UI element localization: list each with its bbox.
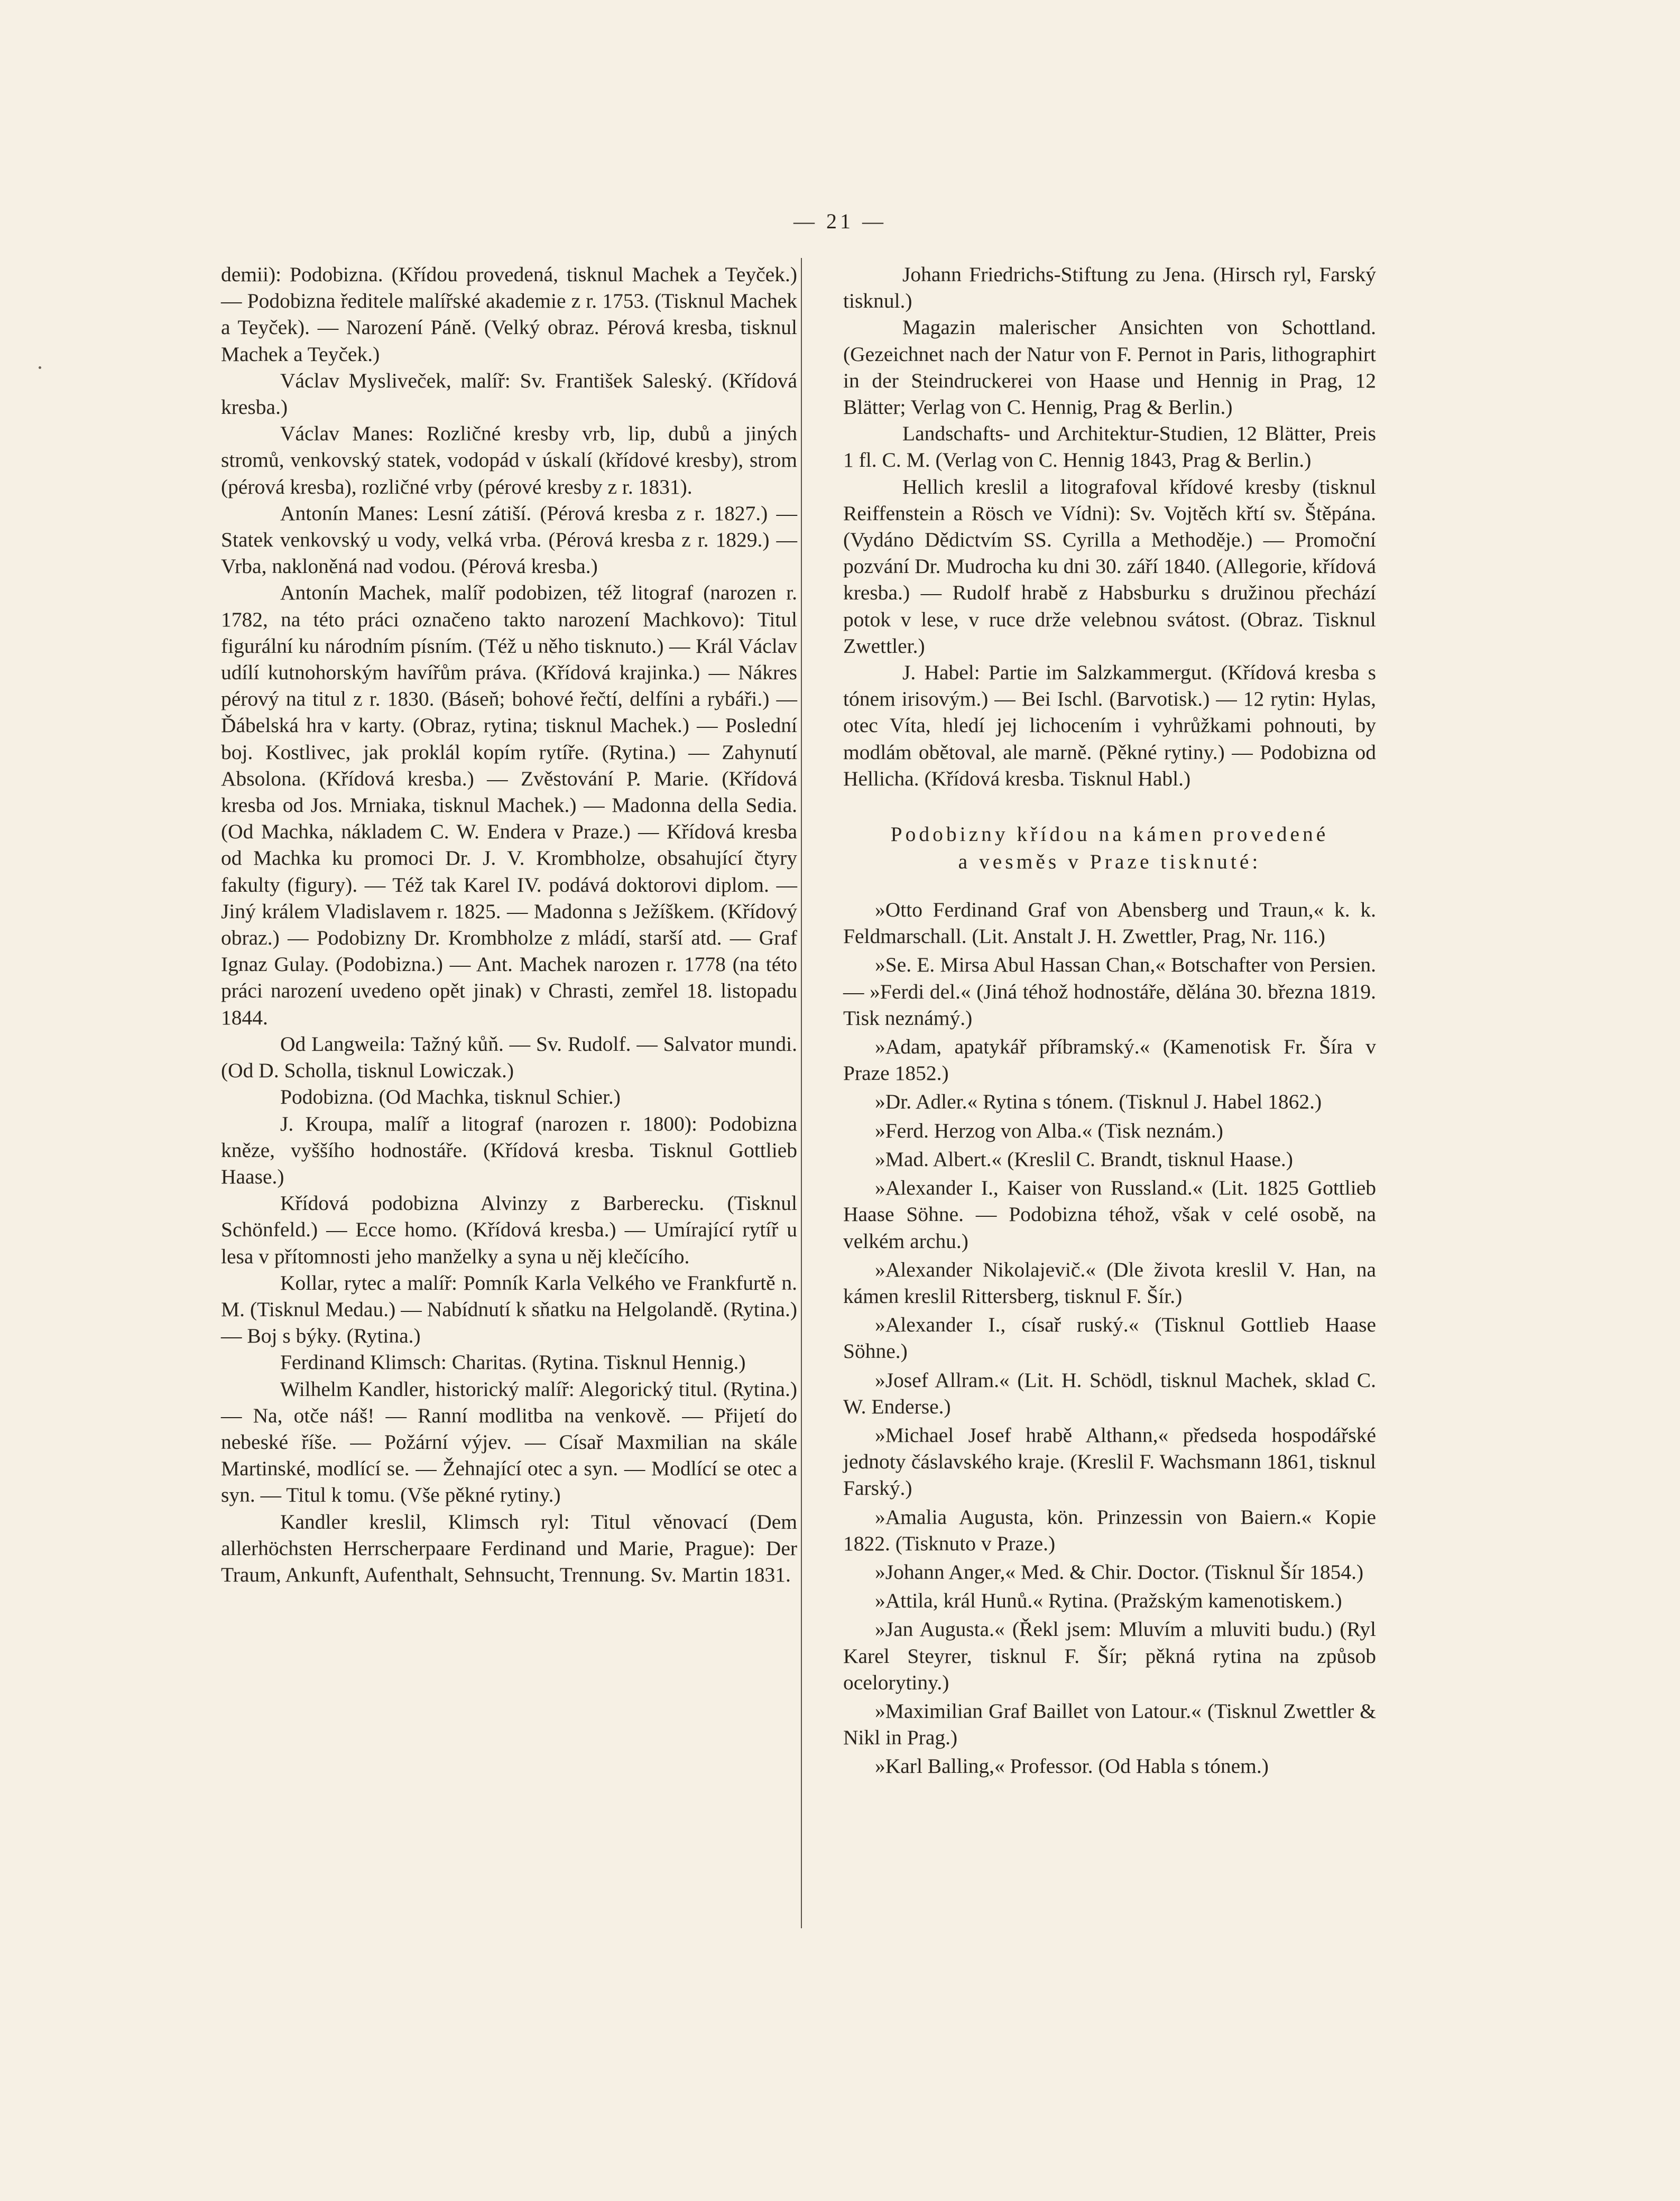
column-divider bbox=[801, 258, 802, 1928]
portrait-entry: »Alexander Nikolajevič.« (Dle života kreslil V. Han, na kámen kreslil Rittersberg, tisknul F. Šír.) bbox=[843, 1257, 1376, 1308]
portrait-entry: »Jan Augusta.« (Řekl jsem: Mluvím a mluviti budu.) (Ryl Karel Steyrer, tisknul F. Šír; pěkná rytina na způsob ocelorytiny.) bbox=[843, 1617, 1376, 1694]
margin-speck bbox=[39, 366, 41, 369]
section-heading-line: a vesměs v Praze tisknuté: bbox=[958, 850, 1261, 874]
portrait-entry: »Maximilian Graf Baillet von Latour.« (Tisknul Zwettler & Nikl in Prag.) bbox=[843, 1699, 1376, 1750]
paragraph: Hellich kreslil a litografoval křídové kresby (tisknul Reiffenstein a Rösch ve Vídni): Sv. Vojtěch křtí sv. Štěpána. (Vydáno Dědictvím SS. Cyrilla a Methoděje.) — Promoční pozvání Dr. Mudrocha ku dni 30. září 1840. (Allegorie, křídová kresba.) — Rudolf hrabě z Habsburku s družinou přechází potok v lese, v ruce drže velebnou svátost. (Obraz. Tisknul Zwettler.) bbox=[843, 475, 1376, 658]
portrait-entry: »Alexander I., císař ruský.« (Tisknul Gottlieb Haase Söhne.) bbox=[843, 1313, 1376, 1363]
portrait-entry: »Attila, král Hunů.« Rytina. (Pražským kamenotiskem.) bbox=[875, 1589, 1342, 1613]
section-heading-line: Podobizny křídou na kámen provedené bbox=[890, 822, 1329, 846]
portrait-entry: »Johann Anger,« Med. & Chir. Doctor. (Tisknul Šír 1854.) bbox=[875, 1560, 1364, 1584]
portrait-entry: »Josef Allram.« (Lit. H. Schödl, tisknul Machek, sklad C. W. Enderse.) bbox=[843, 1368, 1376, 1418]
paragraph: Landschafts- und Architektur-Studien, 12 Blätter, Preis 1 fl. C. M. (Verlag von C. Hennig 1843, Prag & Berlin.) bbox=[843, 422, 1376, 472]
paragraph: Wilhelm Kandler, historický malíř: Alegorický titul. (Rytina.) — Na, otče náš! — Ranní modlitba na venkově. — Přijetí do nebeské říše. — Požární výjev. — Císař Maxmilian na skále Martinské, modlící se. — Žehnající otec a syn. — Modlící se otec a syn. — Titul k tomu. (Vše pěkné rytiny.) bbox=[221, 1377, 797, 1507]
portrait-entry: »Adam, apatykář příbramský.« (Kamenotisk Fr. Šíra v Praze 1852.) bbox=[843, 1035, 1376, 1085]
portrait-entry: »Dr. Adler.« Rytina s tónem. (Tisknul J. Habel 1862.) bbox=[875, 1090, 1322, 1114]
paragraph: Kollar, rytec a malíř: Pomník Karla Velkého ve Frankfurtě n. M. (Tisknul Medau.) — Nabídnutí k sňatku na Helgolandě. (Rytina.) — Boj s býky. (Rytina.) bbox=[221, 1271, 797, 1348]
paragraph: demii): Podobizna. (Křídou provedená, tisknul Machek a Teyček.) — Podobizna ředitele malířské akademie z r. 1753. (Tisknul Machek a Teyček). — Narození Páně. (Velký obraz. Pérová kresba, tisknul Machek a Teyček.) bbox=[221, 263, 797, 366]
portrait-entry: »Alexander I., Kaiser von Russland.« (Lit. 1825 Gottlieb Haase Söhne. — Podobizna téhož, však v celé osobě, na velkém archu.) bbox=[843, 1176, 1376, 1253]
paragraph: Antonín Machek, malíř podobizen, též litograf (narozen r. 1782, na této práci označeno takto narození Machkovo): Titul figurální ku národním písním. (Též u něho tisknuto.) — Král Václav udílí kutnohorským havířům práva. (Křídová krajinka.) — Nákres pérový na titul z r. 1830. (Báseň; bohové řečtí, delfíni a rybáři.) — Ďábelská hra v karty. (Obraz, rytina; tisknul Machek.) — Poslední boj. Kostlivec, jak proklál kopím rytíře. (Rytina.) — Zahynutí Absolona. (Křídová kresba.) — Zvěstování P. Marie. (Křídová kresba od Jos. Mrniaka, tisknul Machek.) — Madonna della Sedia. (Od Machka, nákladem C. W. Endera v Praze.) — Křídová kresba od Machka ku promoci Dr. J. V. Krombholze, obsahující čtyry fakulty (figury). — Též tak Karel IV. podává doktorovi diplom. — Jiný králem Vladislavem r. 1825. — Madonna s Ježíškem. (Křídový obraz.) — Podobizny Dr. Krombholze z mládí, starší atd. — Graf Ignaz Gulay. (Podobizna.) — Ant. Machek narozen r. 1778 (na této práci narození uvedeno opět jinak) v Chrasti, zemřel 18. listopadu 1844. bbox=[221, 581, 797, 1029]
paragraph: Václav Mysliveček, malíř: Sv. František Saleský. (Křídová kresba.) bbox=[221, 368, 797, 419]
portrait-entry: »Otto Ferdinand Graf von Abensberg und Traun,« k. k. Feldmarschall. (Lit. Anstalt J. H. Zwettler, Prag, Nr. 116.) bbox=[843, 898, 1376, 948]
paragraph: Magazin malerischer Ansichten von Schottland. (Gezeichnet nach der Natur von F. Pernot in Paris, lithographirt in der Steindruckerei von Haase und Hennig in Prag, 12 Blätter; Verlag von C. Hennig, Prag & Berlin.) bbox=[843, 316, 1376, 419]
section-heading bbox=[843, 820, 1376, 875]
paragraph: Podobizna. (Od Machka, tisknul Schier.) bbox=[280, 1085, 621, 1109]
paragraph: J. Kroupa, malíř a litograf (narozen r. 1800): Podobizna kněze, vyššího hodnostáře. (Křídová kresba. Tisknul Gottlieb Haase.) bbox=[221, 1112, 797, 1188]
portrait-entry: »Amalia Augusta, kön. Prinzessin von Baiern.« Kopie 1822. (Tisknuto v Praze.) bbox=[843, 1505, 1376, 1555]
portrait-entry: »Mad. Albert.« (Kreslil C. Brandt, tisknul Haase.) bbox=[875, 1147, 1293, 1171]
page-number: — 21 — bbox=[793, 209, 887, 233]
right-column bbox=[843, 261, 1376, 1782]
paragraph: Křídová podobizna Alvinzy z Barberecku. (Tisknul Schönfeld.) — Ecce homo. (Křídová kresba.) — Umírající rytíř u lesa v přítomnosti jeho manželky a syna u něj klečícího. bbox=[221, 1191, 797, 1268]
left-column bbox=[221, 261, 797, 1588]
paragraph: Kandler kreslil, Klimsch ryl: Titul věnovací (Dem allerhöchsten Herrscherpaare Ferdinand und Marie, Prague): Der Traum, Ankunft, Aufenthalt, Sehnsucht, Trennung. Sv. Martin 1831. bbox=[221, 1510, 797, 1586]
portrait-entry: »Michael Josef hrabě Althann,« předseda hospodářské jednoty čáslavského kraje. (Kreslil F. Wachsmann 1861, tisknul Farský.) bbox=[843, 1423, 1376, 1500]
portrait-entry: »Se. E. Mirsa Abul Hassan Chan,« Botschafter von Persien. — »Ferdi del.« (Jiná téhož hodnostáře, dělána 30. března 1819. Tisk neznámý.) bbox=[843, 953, 1376, 1030]
portrait-entry: »Karl Balling,« Professor. (Od Habla s tónem.) bbox=[875, 1754, 1269, 1778]
paragraph: Václav Manes: Rozličné kresby vrb, lip, dubů a jiných stromů, venkovský statek, vodopád v úskalí (křídové kresby), strom (pérová kresba), rozličné vrby (pérové kresby z r. 1831). bbox=[221, 422, 797, 498]
paragraph: Od Langweila: Tažný kůň. — Sv. Rudolf. — Salvator mundi. (Od D. Scholla, tisknul Lowiczak.) bbox=[221, 1032, 797, 1083]
paragraph: Ferdinand Klimsch: Charitas. (Rytina. Tisknul Hennig.) bbox=[280, 1351, 746, 1374]
paragraph: Antonín Manes: Lesní zátiší. (Pérová kresba z r. 1827.) — Statek venkovský u vody, velká vrba. (Pérová kresba z r. 1829.) — Vrba, nakloněná nad vodou. (Pérová kresba.) bbox=[221, 501, 797, 578]
paragraph: Johann Friedrichs-Stiftung zu Jena. (Hirsch ryl, Farský tisknul.) bbox=[843, 263, 1376, 313]
paragraph: J. Habel: Partie im Salzkammergut. (Křídová kresba s tónem irisovým.) — Bei Ischl. (Barvotisk.) — 12 rytin: Hylas, otec Víta, hledí jej lichocením i vyhrůžkami pohnouti, by modlám obětoval, ale marně. (Pěkné rytiny.) — Podobizna od Hellicha. (Křídová kresba. Tisknul Habl.) bbox=[843, 661, 1376, 790]
portrait-entry: »Ferd. Herzog von Alba.« (Tisk neznám.) bbox=[875, 1118, 1223, 1142]
